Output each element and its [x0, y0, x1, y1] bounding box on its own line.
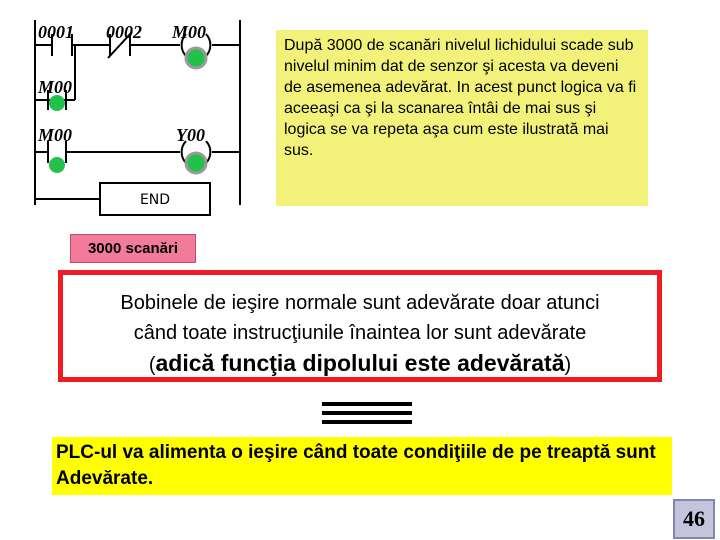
equivalence-symbol	[322, 402, 412, 429]
statement-open-paren: (	[148, 354, 156, 376]
conclusion-box: PLC-ul va alimenta o ieşire când toate condiţiile de pe treaptă sunt Adevărate.	[52, 437, 672, 495]
contact-0001	[38, 22, 74, 56]
coil-m00-label: M00	[172, 22, 207, 42]
contact-m00-indicator	[49, 157, 65, 173]
contact-0001-label: 0001	[38, 22, 74, 42]
coil-y00	[176, 125, 210, 173]
coil-y00-label: Y00	[176, 125, 205, 145]
contact-0002-normally-closed	[106, 22, 142, 58]
statement-line-2: când toate instrucţiunile înaintea lor sunt adevărate	[133, 322, 587, 344]
explanation-note: După 3000 de scanări nivelul lichidului scade sub nivelul minim dat de senzor şi acesta va deveni de asemenea adevărat. In acest punct logica va fi aceeaşi ca şi la scanarea întâi de mai sus şi logica se va repeta aşa cum este ilustrată mai sus.	[276, 30, 648, 206]
key-statement-box	[58, 270, 662, 382]
end-label: END	[139, 192, 171, 208]
coil-y00-indicator	[186, 153, 206, 173]
contact-m00-branch-indicator	[49, 95, 65, 111]
contact-m00	[37, 125, 72, 173]
statement-line-1: Bobinele de ieşire normale sunt adevărate doar atunci	[120, 292, 600, 314]
statement-emphasis: adică funcţia dipolului este adevărată	[155, 350, 565, 376]
page-number: 46	[683, 506, 705, 531]
ladder-diagram	[0, 0, 270, 230]
contact-m00-branch	[37, 77, 72, 111]
scans-label: 3000 scanări	[70, 234, 196, 263]
coil-m00-indicator	[186, 48, 206, 68]
statement-close-paren: )	[564, 354, 572, 376]
contact-m00-label: M00	[38, 125, 73, 145]
rung-3	[35, 125, 240, 173]
rung-2-branch	[35, 45, 75, 111]
contact-m00-branch-label: M00	[38, 77, 73, 97]
contact-0002-label: 0002	[106, 22, 142, 42]
statement-line-3	[63, 348, 657, 380]
rung-1	[35, 22, 240, 68]
end-instruction	[35, 183, 210, 215]
page-number-badge	[673, 499, 715, 539]
